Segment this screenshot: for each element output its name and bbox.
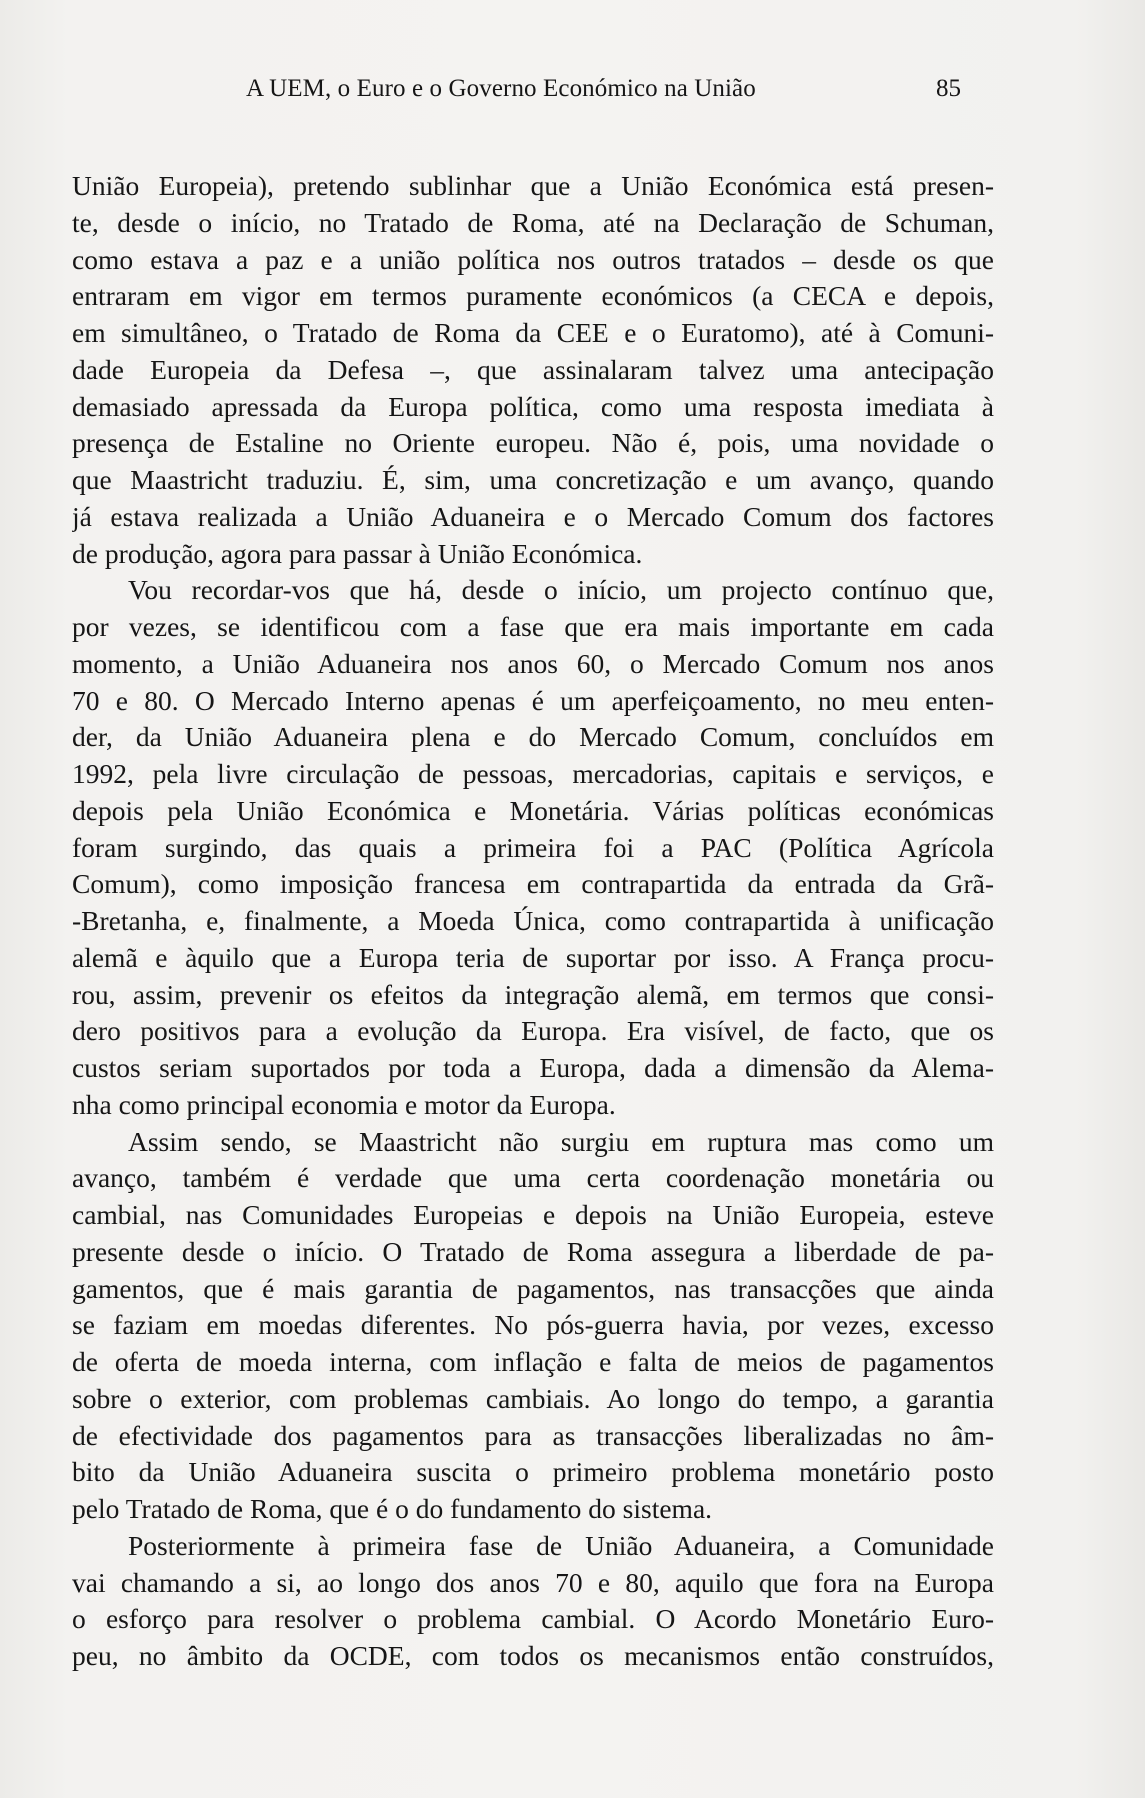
text-line: de efectividade dos pagamentos para as transacções liberalizadas no âm- xyxy=(72,1419,994,1451)
text-line: cambial, nas Comunidades Europeias e depois na União Europeia, esteve xyxy=(72,1199,994,1230)
page-number: 85 xyxy=(936,75,961,102)
text-line: vai chamando a si, ao longo dos anos 70 e 80, aquilo que fora na Europa xyxy=(72,1566,994,1598)
text-line: nha como principal economia e motor da Europa. xyxy=(72,1088,616,1120)
text-line: dade Europeia da Defesa –, que assinalaram talvez uma antecipação xyxy=(72,353,994,385)
text-line: o esforço para resolver o problema cambial. O Acordo Monetário Euro- xyxy=(72,1603,994,1635)
paragraph-first-line: Vou recordar-vos que há, desde o início, um projecto contínuo que, xyxy=(128,574,994,606)
text-line: 1992, pela livre circulação de pessoas, mercadorias, capitais e serviços, e xyxy=(72,758,994,789)
text-line: sobre o exterior, com problemas cambiais. Ao longo do tempo, a garantia xyxy=(72,1382,994,1414)
text-line: foram surgindo, das quais a primeira foi a PAC (Política Agrícola xyxy=(72,831,994,863)
text-line: já estava realizada a União Aduaneira e o Mercado Comum dos factores xyxy=(72,500,994,532)
text-line: bito da União Aduaneira suscita o primeiro problema monetário posto xyxy=(72,1456,994,1488)
paragraph-first-line: Posteriormente à primeira fase de União Aduaneira, a Comunidade xyxy=(128,1529,994,1561)
text-line: Comum), como imposição francesa em contrapartida da entrada da Grã- xyxy=(72,868,994,900)
text-line: dero positivos para a evolução da Europa. Era visível, de facto, que os xyxy=(72,1015,994,1047)
text-line: alemã e àquilo que a Europa teria de suportar por isso. A França procu- xyxy=(72,941,994,973)
text-line: que Maastricht traduziu. É, sim, uma concretização e um avanço, quando xyxy=(72,464,994,495)
text-line: por vezes, se identificou com a fase que era mais importante em cada xyxy=(72,611,994,642)
text-line: 70 e 80. O Mercado Interno apenas é um aperfeiçoamento, no meu enten- xyxy=(72,684,994,716)
text-line: rou, assim, prevenir os efeitos da integração alemã, em termos que consi- xyxy=(72,978,994,1010)
text-line: gamentos, que é mais garantia de pagamentos, nas transacções que ainda xyxy=(72,1272,994,1304)
paragraph-first-line: Assim sendo, se Maastricht não surgiu em ruptura mas como um xyxy=(128,1125,994,1157)
text-line: se faziam em moedas diferentes. No pós-guerra havia, por vezes, excesso xyxy=(72,1309,994,1341)
text-line: entraram em vigor em termos puramente económicos (a CECA e depois, xyxy=(72,280,994,312)
text-line: der, da União Aduaneira plena e do Mercado Comum, concluídos em xyxy=(72,721,994,753)
text-line: de oferta de moeda interna, com inflação e falta de meios de pagamentos xyxy=(72,1346,994,1377)
text-line: presença de Estaline no Oriente europeu. Não é, pois, uma novidade o xyxy=(72,427,994,459)
text-line: em simultâneo, o Tratado de Roma da CEE e o Euratomo), até à Comuni- xyxy=(72,317,994,348)
text-line: te, desde o início, no Tratado de Roma, até na Declaração de Schuman, xyxy=(72,206,994,238)
text-line: União Europeia), pretendo sublinhar que a União Económica está presen- xyxy=(72,170,994,201)
text-line: peu, no âmbito da OCDE, com todos os mecanismos então construídos, xyxy=(72,1640,994,1671)
running-head xyxy=(0,72,1145,108)
text-line: demasiado apressada da Europa política, como uma resposta imediata à xyxy=(72,390,994,422)
text-line: avanço, também é verdade que uma certa coordenação monetária ou xyxy=(72,1162,994,1194)
text-line: momento, a União Aduaneira nos anos 60, o Mercado Comum nos anos xyxy=(72,647,994,679)
text-line: presente desde o início. O Tratado de Roma assegura a liberdade de pa- xyxy=(72,1235,994,1267)
text-line: pelo Tratado de Roma, que é o do fundamento do sistema. xyxy=(72,1493,713,1524)
body-text xyxy=(72,168,994,1675)
text-line: custos seriam suportados por toda a Europa, dada a dimensão da Alema- xyxy=(72,1052,994,1083)
text-line: de produção, agora para passar à União Económica. xyxy=(72,537,643,569)
text-line: depois pela União Económica e Monetária. Várias políticas económicas xyxy=(72,794,994,826)
text-line: -Bretanha, e, finalmente, a Moeda Única, como contrapartida à unificação xyxy=(72,905,994,936)
text-line: como estava a paz e a união política nos outros tratados – desde os que xyxy=(72,243,994,275)
running-title: A UEM, o Euro e o Governo Económico na União xyxy=(246,75,756,102)
